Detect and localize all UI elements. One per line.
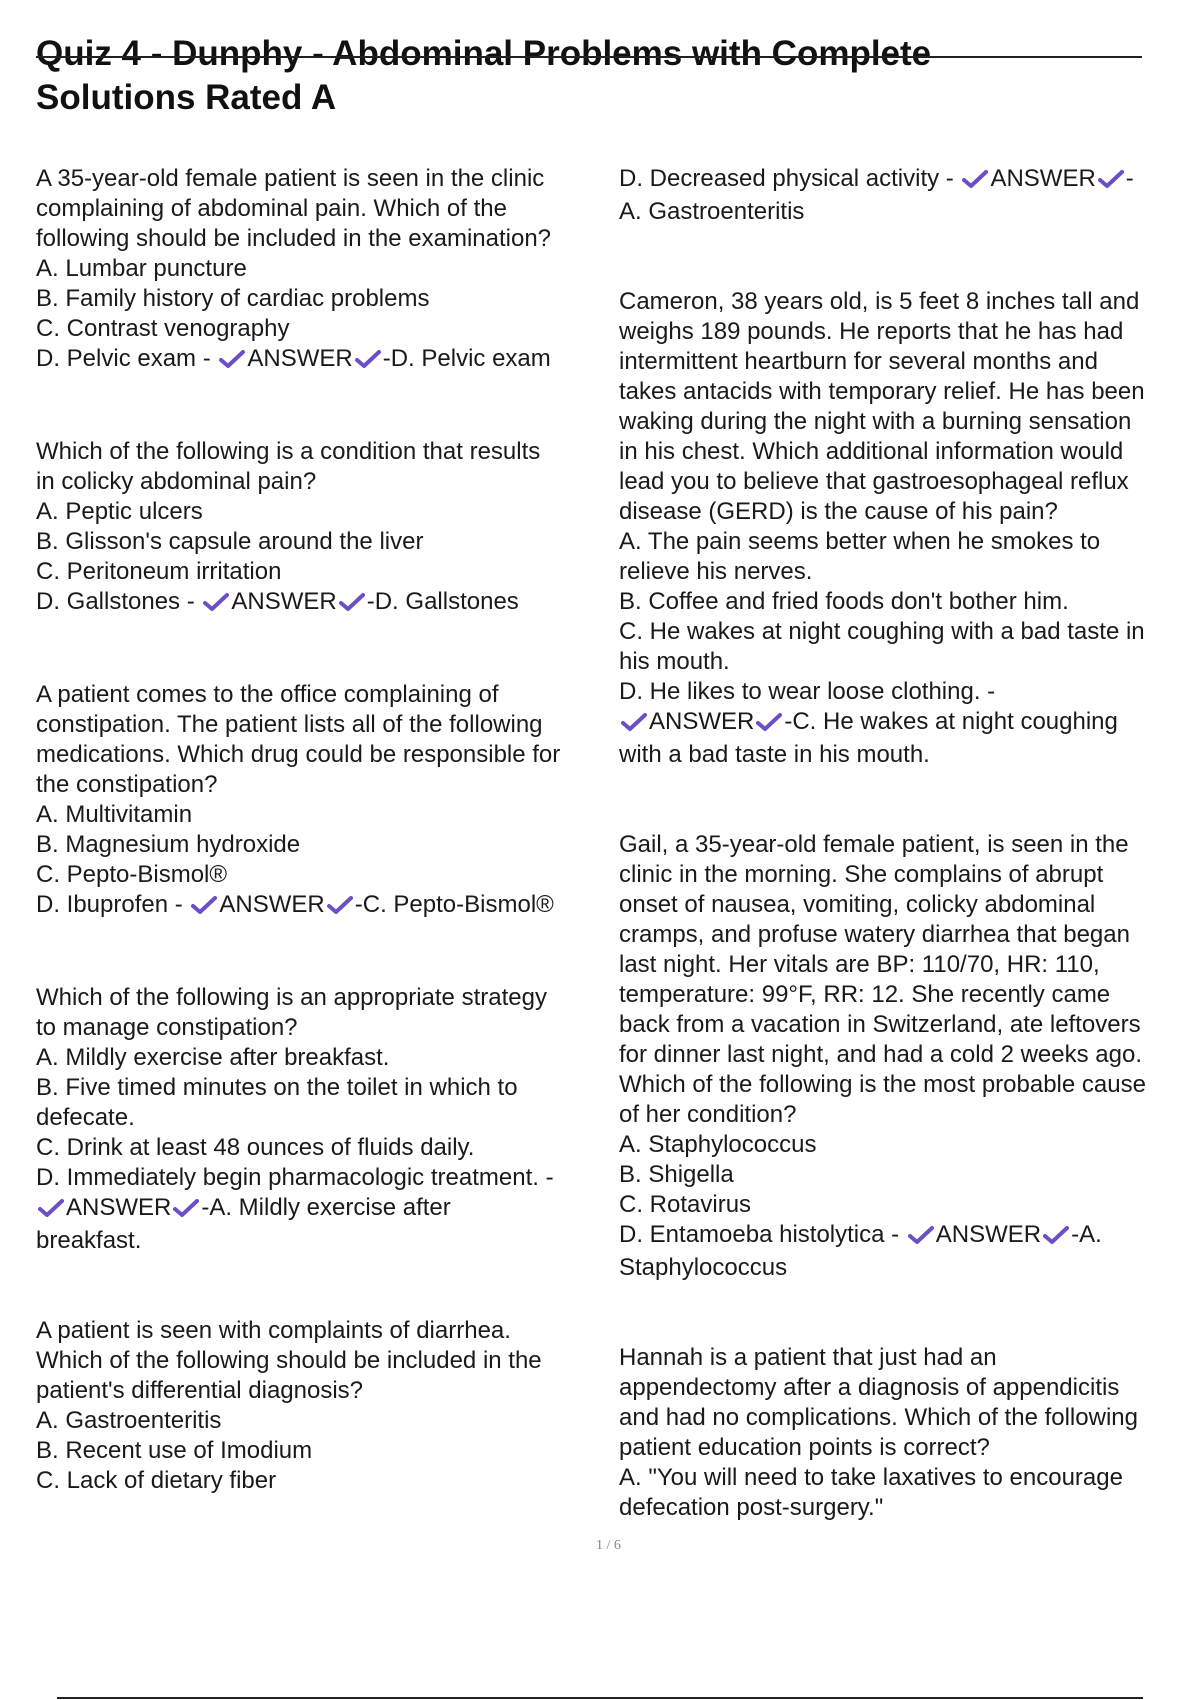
check-icon xyxy=(173,1196,199,1226)
right-column xyxy=(619,164,1199,1523)
title-strike-rule xyxy=(36,56,1142,58)
answer-line: D. Pelvic exam - ANSWER -D. Pelvic exam xyxy=(36,344,616,377)
question-4: Which of the following is an appropriate strategy to manage constipation? A. Mildly exercise after breakfast. B. Five timed minutes on the toilet in which to defecate. C. Drink at least 48 ounces of fluids daily. D. Immediately begin pharmacologic treatment. - ANSWER -A. Mildly exercise after breakfast. xyxy=(36,983,616,1256)
answer-line: D. Ibuprofen - ANSWER -C. Pepto-Bismol® xyxy=(36,890,616,923)
check-icon xyxy=(1043,1223,1069,1253)
answer-line: ANSWER -A. Mildly exercise after xyxy=(36,1193,616,1226)
answer-line: D. Decreased physical activity - ANSWER - xyxy=(619,164,1199,197)
question-6: Cameron, 38 years old, is 5 feet 8 inches tall and weighs 189 pounds. He reports that he has had intermittent heartburn for several months and takes antacids with temporary relief. He has been waking during the night with a burning sensation in his chest. Which additional information would lead you to believe that gastroesophageal reflux disease (GERD) is the cause of his pain? A. The pain seems better when he smokes to relieve his nerves. B. Coffee and fried foods don't bother him. C. He wakes at night coughing with a bad taste in his mouth. D. He likes to wear loose clothing. - ANSWER -C. He wakes at night coughing with a bad taste in his mouth. xyxy=(619,287,1199,770)
question-1: A 35-year-old female patient is seen in the clinic complaining of abdominal pain. Which of the following should be included in the examination? A. Lumbar puncture B. Family history of cardiac problems C. Contrast venography D. Pelvic exam - ANSWER -D. Pelvic exam xyxy=(36,164,616,377)
answer-line: D. Gallstones - ANSWER -D. Gallstones xyxy=(36,587,616,620)
answer-line: D. Entamoeba histolytica - ANSWER -A. xyxy=(619,1220,1199,1253)
question-5: A patient is seen with complaints of diarrhea. Which of the following should be included in the patient's differential diagnosis? A. Gastroenteritis B. Recent use of Imodium C. Lack of dietary fiber xyxy=(36,1317,542,1494)
check-icon xyxy=(908,1223,934,1253)
check-icon xyxy=(38,1196,64,1226)
question-7: Gail, a 35-year-old female patient, is seen in the clinic in the morning. She complains of abrupt onset of nausea, vomiting, colicky abdominal cramps, and profuse watery diarrhea that began last night. Her vitals are BP: 110/70, HR: 110, temperature: 99°F, RR: 12. She recently came back from a vacation in Switzerland, ate leftovers for dinner last night, and had a cold 2 weeks ago. Which of the following is the most probable cause of her condition? A. Staphylococcus B. Shigella C. Rotavirus D. Entamoeba histolytica - ANSWER -A. Staphylococcus xyxy=(619,830,1199,1283)
footer-rule xyxy=(57,1697,1143,1699)
question-5-continued: D. Decreased physical activity - ANSWER - A. Gastroenteritis xyxy=(619,164,1199,227)
check-icon xyxy=(756,710,782,740)
check-icon xyxy=(1098,167,1124,197)
check-icon xyxy=(219,347,245,377)
check-icon xyxy=(962,167,988,197)
check-icon xyxy=(621,710,647,740)
question-2: Which of the following is a condition that results in colicky abdominal pain? A. Peptic ulcers B. Glisson's capsule around the liver C. Peritoneum irritation D. Gallstones - ANSWER -D. Gallstones xyxy=(36,437,616,620)
question-8: Hannah is a patient that just had an appendectomy after a diagnosis of appendicitis and had no complications. Which of the following patient education points is correct? A. "You will need to take laxatives to encourage defecation post-surgery." xyxy=(619,1344,1138,1521)
answer-line: ANSWER -C. He wakes at night coughing xyxy=(619,707,1199,740)
check-icon xyxy=(203,590,229,620)
check-icon xyxy=(327,893,353,923)
question-3: A patient comes to the office complaining of constipation. The patient lists all of the following medications. Which drug could be responsible for the constipation? A. Multivitamin B. Magnesium hydroxide C. Pepto-Bismol® D. Ibuprofen - ANSWER -C. Pepto-Bismol® xyxy=(36,680,616,923)
check-icon xyxy=(191,893,217,923)
page-number: 1 / 6 xyxy=(596,1538,621,1553)
check-icon xyxy=(339,590,365,620)
check-icon xyxy=(355,347,381,377)
page-title: Quiz 4 - Dunphy - Abdominal Problems with Complete Solutions Rated A xyxy=(36,34,932,117)
left-column xyxy=(36,164,616,1496)
